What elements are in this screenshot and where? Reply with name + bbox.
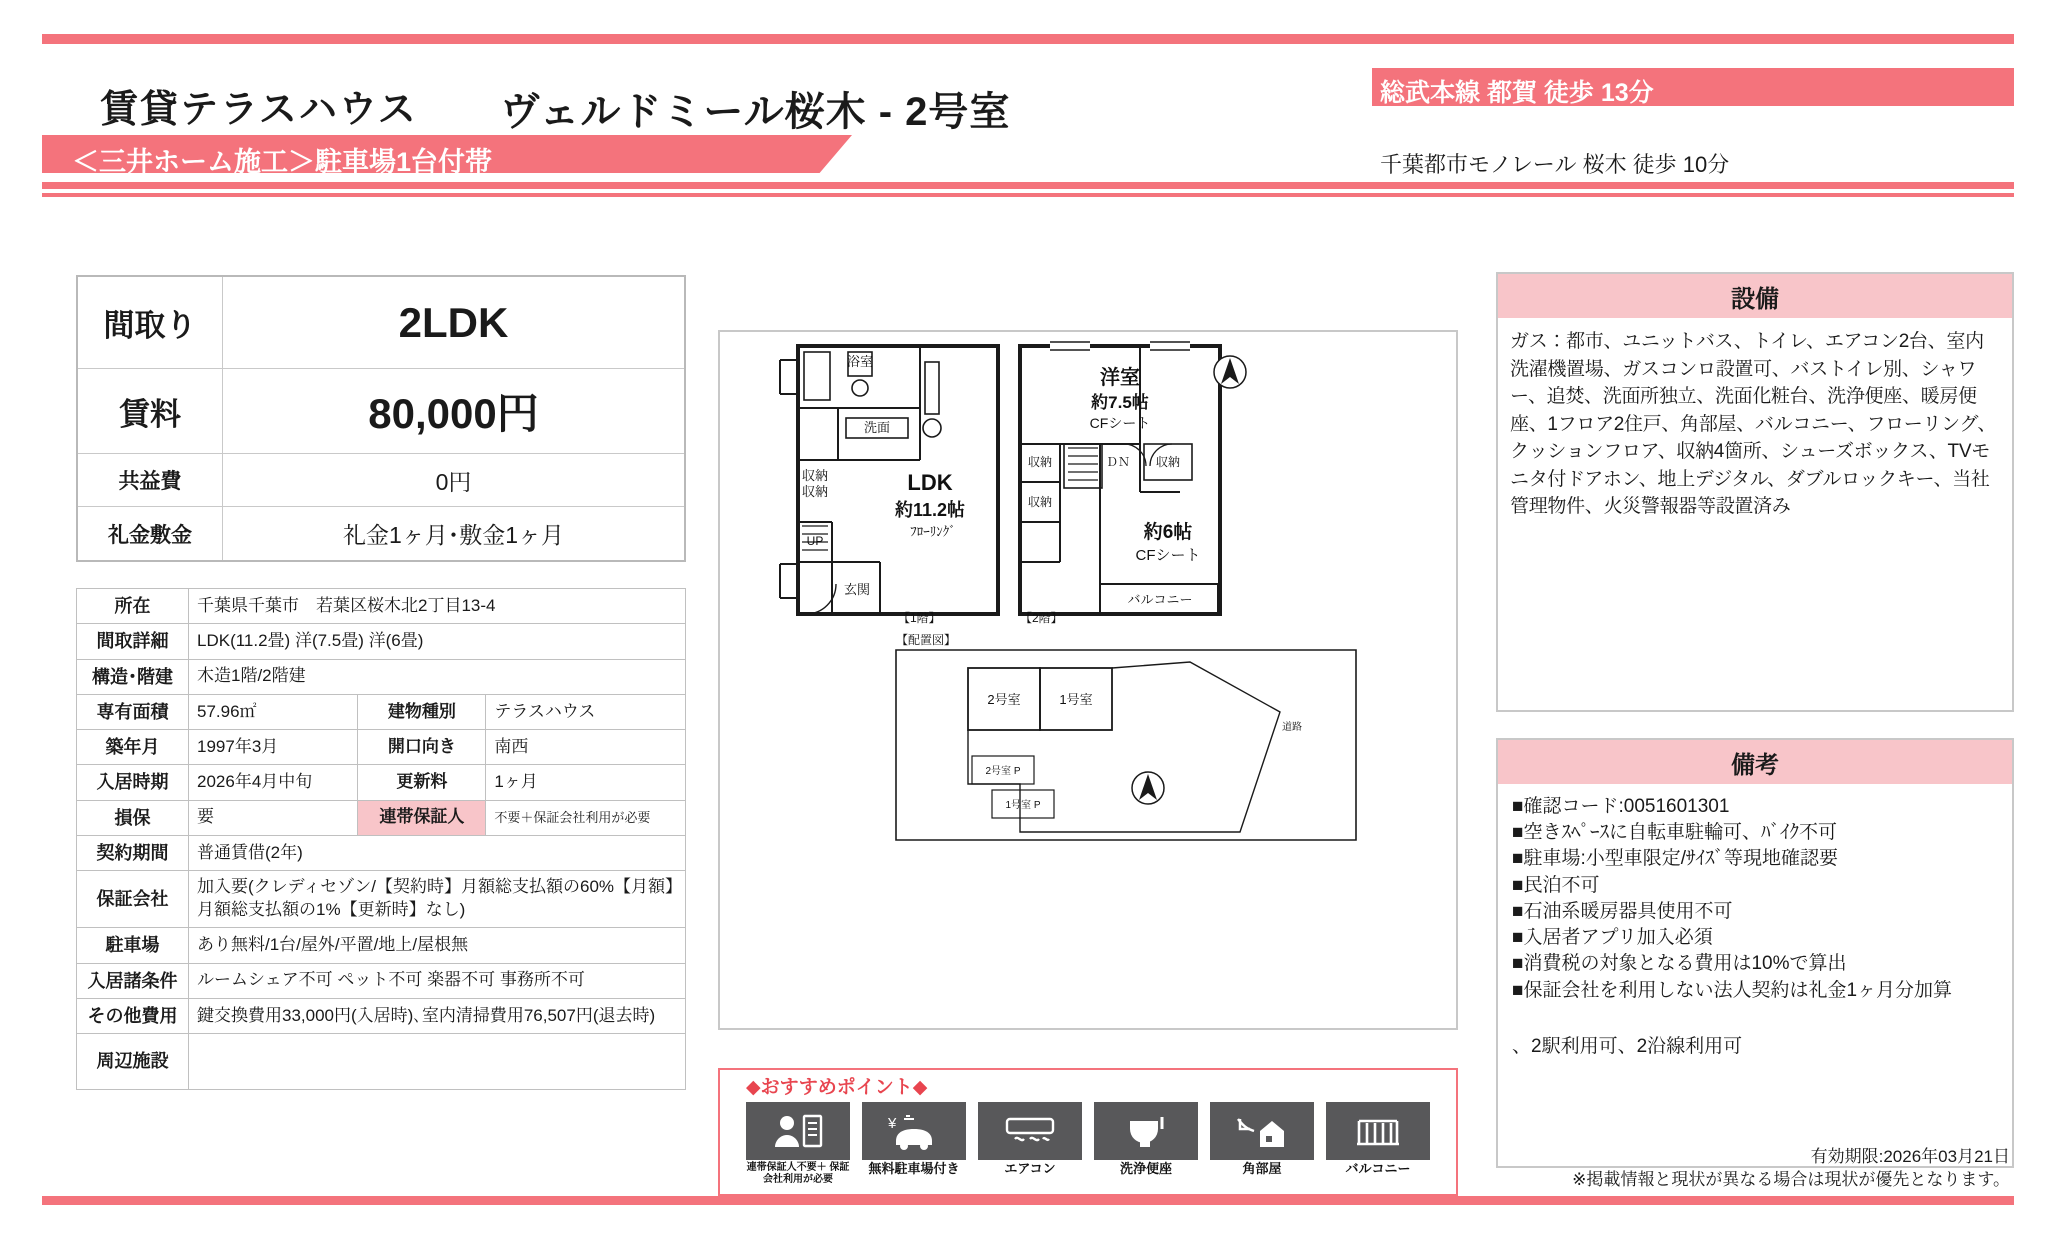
site-plan-label: 【配置図】 — [896, 633, 957, 647]
stairs-label-up: UP — [806, 534, 824, 548]
floor-label-1f: 【1階】 — [898, 611, 941, 625]
room-label-balcony: バルコニー — [1127, 592, 1193, 607]
equipment-title: 設備 — [1498, 274, 2012, 318]
remarks-body — [1498, 784, 2012, 1089]
row-value: 57.96㎡ — [189, 694, 358, 729]
point-label: 洗浄便座 — [1119, 1161, 1172, 1176]
row-key: 入居諸条件 — [77, 963, 189, 998]
room-label-ldk-size: 約11.2帖 — [894, 500, 966, 520]
compass-icon-floorplan — [1214, 356, 1246, 388]
layout-label: 間取り — [78, 277, 223, 368]
remarks-title: 備考 — [1498, 740, 2012, 784]
table-row — [77, 871, 686, 928]
points-title: ◆おすすめポイント◆ — [742, 1072, 931, 1099]
point-label: 角部屋 — [1242, 1161, 1282, 1176]
bottom-accent-bar — [42, 1196, 2014, 1205]
row-key: 周辺施設 — [77, 1034, 189, 1090]
row-value: 千葉県千葉市 若葉区桜木北2丁目13-4 — [189, 589, 686, 624]
table-row — [77, 659, 686, 694]
row-value: 2026年4月中旬 — [189, 765, 358, 800]
room-label-western-2-floor: CFシート — [1135, 547, 1201, 564]
point-item-aircon — [978, 1102, 1082, 1177]
row-value: 要 — [189, 800, 358, 835]
row-key-2: 開口向き — [358, 730, 486, 765]
row-key: 所在 — [77, 589, 189, 624]
equipment-body: ガス：都市、ユニットバス、トイレ、エアコン2台、室内洗濯機置場、ガスコンロ設置可、バストイレ別、シャワー、追焚、洗面所独立、洗面化粧台、洗浄便座、暖房便座、1フロア2住戸、角部屋、バルコニー、フローリング、クッションフロア、収納4箇所、シューズボックス、TVモニタ付ドアホン、地上デジタル、ダブルロックキー、当社管理物件、火災警報器等設置済み — [1510, 331, 1997, 518]
compass-icon-siteplan — [1132, 772, 1164, 804]
room-label-closet-1f-b: 収納 — [801, 484, 829, 499]
row-value-2: 1ヶ月 — [486, 765, 686, 800]
layout-value: 2LDK — [398, 298, 509, 346]
guarantor-icon — [746, 1102, 850, 1160]
row-key-2: 連帯保証人 — [358, 800, 486, 835]
room-label-ldk-floor: ﾌﾛｰﾘﾝｸﾞ — [910, 524, 956, 539]
site-label-unit1: 1号室 — [1059, 692, 1093, 707]
top-accent-bar — [42, 34, 2014, 44]
equipment-box — [1496, 272, 2014, 712]
disclaimer-note: ※掲載情報と現状が異なる場合は現状が優先となります。 — [1572, 1169, 2010, 1189]
table-row — [77, 765, 686, 800]
remarks-line: ■石油系暖房器具使用不可 — [1512, 900, 1733, 922]
table-row — [77, 998, 686, 1033]
car-free-icon — [862, 1102, 966, 1160]
remarks-line: ■保証会社を利用しない法人契約は礼金1ヶ月分加算 — [1512, 979, 1953, 1001]
room-label-bath: 浴室 — [846, 354, 874, 369]
room-label-western-1-floor: CFシート — [1089, 415, 1151, 431]
subtitle-text: ＜三井ホーム施工＞駐車場1台付帯 — [72, 147, 493, 177]
row-key-2: 建物種別 — [358, 694, 486, 729]
point-item-balcony — [1326, 1102, 1430, 1177]
remarks-line: ■民泊不可 — [1512, 874, 1600, 896]
row-key: 保証会社 — [77, 871, 189, 928]
row-value-2: テラスハウス — [486, 694, 686, 729]
room-label-western-1-size: 約7.5帖 — [1091, 393, 1149, 412]
table-row — [77, 1034, 686, 1090]
deposit-value: 礼金1ヶ月･敷金1ヶ月 — [342, 522, 565, 548]
row-key: 損保 — [77, 800, 189, 835]
access-primary: 総武本線 都賀 徒歩 13分 — [1380, 79, 1654, 107]
layout-row — [78, 277, 684, 369]
row-key: 入居時期 — [77, 765, 189, 800]
room-label-ldk: LDK — [907, 470, 953, 495]
corner-room-icon — [1210, 1102, 1314, 1160]
remarks-footer: 、2駅利用可、2沿線利用可 — [1512, 1035, 1743, 1057]
row-key: 構造･階建 — [77, 659, 189, 694]
site-label-park1: 1号室 P — [1005, 800, 1041, 811]
access-secondary: 千葉都市モノレール 桜木 徒歩 10分 — [1380, 152, 1730, 177]
remarks-line: ■駐車場:小型車限定/ｻｲｽﾞ等現地確認要 — [1512, 848, 1839, 870]
remarks-line: ■入居者アプリ加入必須 — [1512, 927, 1713, 949]
remarks-box — [1496, 738, 2014, 1168]
room-label-closet-2f-b: 収納 — [1027, 495, 1053, 509]
site-label-unit2: 2号室 — [987, 692, 1021, 707]
floorplan-drawing — [720, 332, 1456, 1028]
row-value: 加入要(クレディセゾン/【契約時】月額総支払額の60%【月額】月額総支払額の1%【更新時】なし) — [189, 871, 686, 928]
maintenance-row — [78, 454, 684, 507]
row-value: あり無料/1台/屋外/平置/地上/屋根無 — [189, 928, 686, 963]
row-value: LDK(11.2畳) 洋(7.5畳) 洋(6畳) — [189, 624, 686, 659]
point-item-corner-room — [1210, 1102, 1314, 1177]
room-label-closet-2f-a: 収納 — [1027, 455, 1053, 469]
table-row — [77, 589, 686, 624]
table-row — [77, 694, 686, 729]
row-value: ルームシェア不可 ペット不可 楽器不可 事務所不可 — [189, 963, 686, 998]
floorplan-box — [718, 330, 1458, 1030]
point-label: バルコニー — [1345, 1161, 1411, 1176]
table-row — [77, 836, 686, 871]
row-key: その他費用 — [77, 998, 189, 1033]
row-value — [189, 1034, 686, 1090]
rent-summary-box — [76, 275, 686, 562]
page-title: ヴェルドミール桜木 - 2号室 — [500, 90, 1011, 134]
row-value: 1997年3月 — [189, 730, 358, 765]
row-value-2: 南西 — [486, 730, 686, 765]
row-value: 普通賃借(2年) — [189, 836, 686, 871]
floor-label-2f: 【2階】 — [1020, 611, 1063, 625]
deposit-label: 礼金敷金 — [78, 507, 223, 560]
points-row — [734, 1102, 1450, 1185]
aircon-icon — [978, 1102, 1082, 1160]
table-row — [77, 624, 686, 659]
row-key: 駐車場 — [77, 928, 189, 963]
divider-accent-bar-2 — [42, 193, 2014, 197]
room-label-entrance: 玄関 — [843, 582, 871, 597]
remarks-line: ■消費税の対象となる費用は10%で算出 — [1512, 953, 1847, 975]
point-item-washlet — [1094, 1102, 1198, 1177]
site-label-park2: 2号室 P — [985, 766, 1021, 777]
table-row — [77, 800, 686, 835]
site-label-road: 道路 — [1282, 722, 1302, 733]
detail-table — [76, 588, 686, 1090]
property-type: 賃貸テラスハウス — [100, 89, 418, 131]
row-key: 専有面積 — [77, 694, 189, 729]
row-key: 契約期間 — [77, 836, 189, 871]
washlet-icon — [1094, 1102, 1198, 1160]
row-value: 木造1階/2階建 — [189, 659, 686, 694]
balcony-icon — [1326, 1102, 1430, 1160]
room-label-closet-2f-c: 収納 — [1155, 455, 1181, 469]
rent-row — [78, 369, 684, 454]
maintenance-value: 0円 — [435, 468, 472, 495]
stairs-label-dn: ＤＮ — [1105, 455, 1131, 469]
deposit-row — [78, 507, 684, 560]
rent-value: 80,000円 — [368, 390, 539, 437]
rent-label: 賃料 — [78, 369, 223, 453]
footer-notes — [1572, 1146, 2010, 1192]
expiry-date: 有効期限:2026年03月21日 — [1810, 1147, 2010, 1166]
point-item-free-parking — [862, 1102, 966, 1177]
remarks-line: ■確認コード:0051601301 — [1512, 796, 1730, 817]
room-label-western-1: 洋室 — [1100, 367, 1140, 389]
table-row — [77, 928, 686, 963]
room-label-western-2-size: 約6帖 — [1143, 522, 1193, 543]
table-row — [77, 730, 686, 765]
room-label-washroom: 洗面 — [863, 420, 891, 435]
point-label: 連帯保証人不要＋ 保証会社利用が必要 — [746, 1162, 850, 1185]
remarks-line: ■空きｽﾍﾟｰｽに自転車駐輪可、ﾊﾞｲｸ不可 — [1512, 822, 1837, 844]
room-label-closet-1f-a: 収納 — [801, 468, 829, 483]
svg-text:¥: ¥ — [888, 1115, 897, 1132]
maintenance-label: 共益費 — [78, 454, 223, 506]
point-label: エアコン — [1004, 1161, 1056, 1176]
row-key: 間取詳細 — [77, 624, 189, 659]
point-item-guarantor — [746, 1102, 850, 1185]
table-row — [77, 963, 686, 998]
row-value-2: 不要＋保証会社利用が必要 — [486, 800, 686, 835]
divider-accent-bar-1 — [42, 182, 2014, 189]
point-label: 無料駐車場付き — [868, 1161, 960, 1176]
row-key: 築年月 — [77, 730, 189, 765]
row-value: 鍵交換費用33,000円(入居時)､室内清掃費用76,507円(退去時) — [189, 998, 686, 1033]
row-key-2: 更新料 — [358, 765, 486, 800]
